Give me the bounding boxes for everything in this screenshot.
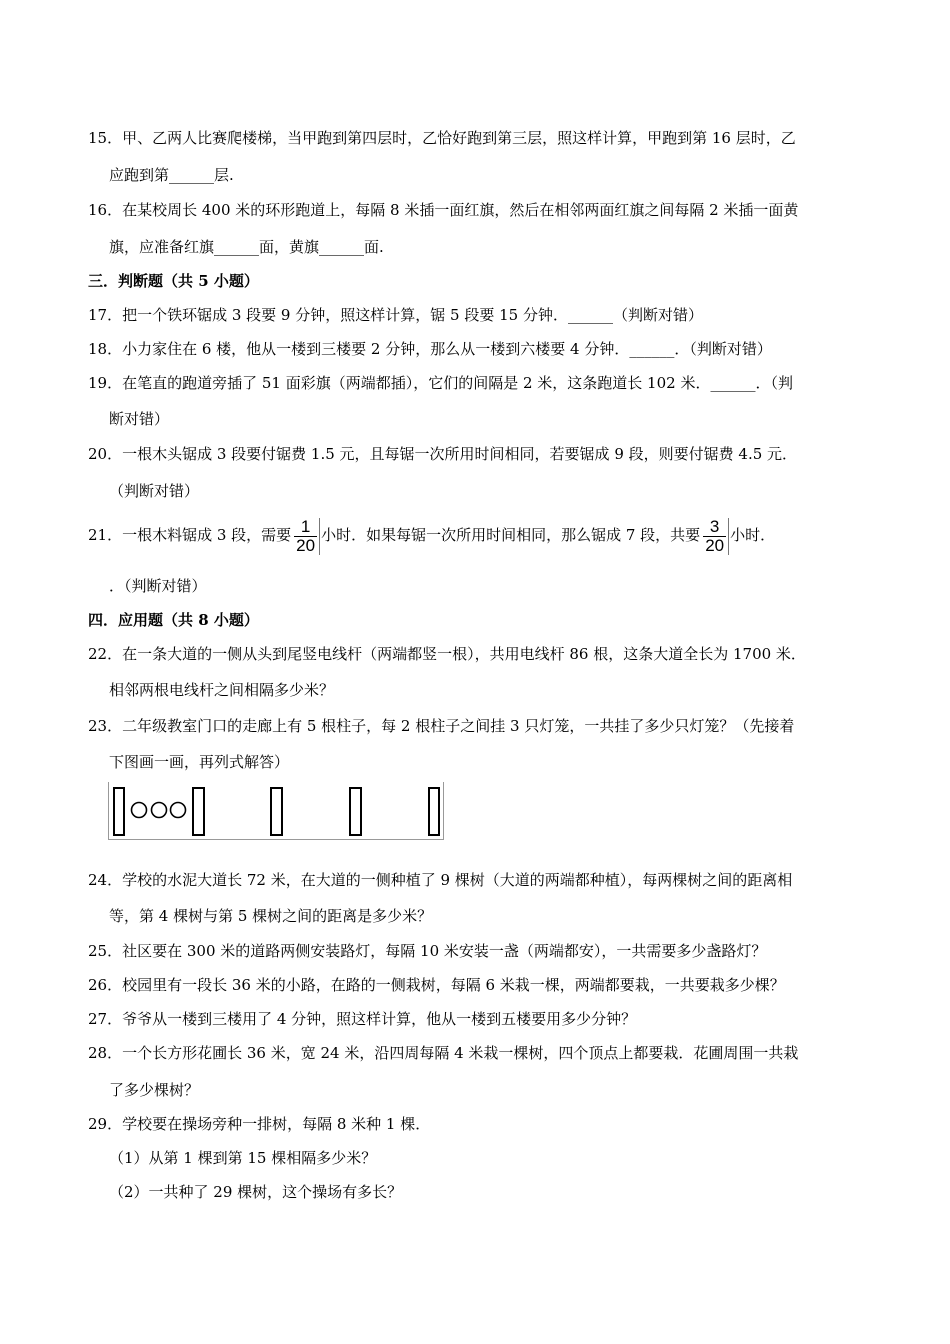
question-20-line2: （判断对错）: [109, 482, 200, 500]
question-21-text-c: 小时．: [730, 526, 776, 544]
question-21-line2: ．（判断对错）: [109, 577, 207, 595]
pillar-2: [193, 788, 204, 835]
question-18: 18．小力家住在 6 楼，他从一楼到三楼要 2 分钟，那么从一楼到六楼要 4 分钟．______．（判断对错）: [88, 340, 772, 358]
question-15-line1: 15．甲、乙两人比赛爬楼梯，当甲跑到第四层时，乙恰好跑到第三层，照这样计算，甲跑到第 16 层时，乙: [88, 129, 796, 147]
fraction-numerator: 3: [703, 518, 726, 537]
pillar-1: [114, 788, 124, 835]
fraction-denominator: 20: [705, 535, 725, 555]
question-26: 26．校园里有一段长 36 米的小路，在路的一侧栽树，每隔 6 米栽一棵，两端都要栽，一共要栽多少棵？: [88, 976, 785, 994]
fraction-denominator: 20: [296, 535, 316, 555]
lantern-1: [132, 803, 147, 818]
question-24-line1: 24．学校的水泥大道长 72 米，在大道的一侧种植了 9 棵树（大道的两端都种植），每两棵树之间的距离相: [88, 871, 793, 889]
lantern-3: [171, 803, 186, 818]
question-24-line2: 等，第 4 棵树与第 5 棵树之间的距离是多少米？: [109, 907, 433, 925]
question-17: 17．把一个铁环锯成 3 段要 9 分钟，照这样计算，锯 5 段要 15 分钟．______（判断对错）: [88, 306, 703, 324]
question-21-text-b: 小时．如果每锯一次所用时间相同，那么锯成 7 段，共要: [321, 526, 701, 544]
question-19-line1: 19．在笔直的跑道旁插了 51 面彩旗（两端都插），它们的间隔是 2 米，这条跑道长 102 米．______．（判: [88, 374, 793, 392]
question-15-line2: 应跑到第______层.: [109, 166, 234, 184]
question-27: 27．爷爷从一楼到三楼用了 4 分钟，照这样计算，他从一楼到五楼要用多少分钟？: [88, 1010, 637, 1028]
question-25: 25．社区要在 300 米的道路两侧安装路灯，每隔 10 米安装一盏（两端都安），一共需要多少盏路灯？: [88, 942, 767, 960]
question-21-line1: [88, 513, 775, 557]
section-heading-application: 四．应用题（共 8 小题）: [88, 611, 259, 629]
question-22-line2: 相邻两根电线杆之间相隔多少米？: [109, 681, 335, 699]
question-22-line1: 22．在一条大道的一侧从头到尾竖电线杆（两端都竖一根），共用电线杆 86 根，这条大道全长为 1700 米．: [88, 645, 806, 663]
fraction-numerator: 1: [294, 518, 317, 537]
lantern-2: [152, 803, 167, 818]
question-20-line1: 20．一根木头锯成 3 段要付锯费 1.5 元，且每锯一次所用时间相同，若要锯成 9 段，则要付锯费 4.5 元．: [88, 445, 798, 463]
question-28-line1: 28．一个长方形花圃长 36 米，宽 24 米，沿四周每隔 4 米栽一棵树，四个顶点上都要栽．花圃周围一共栽: [88, 1044, 799, 1062]
question-28-line2: 了多少棵树？: [109, 1081, 200, 1099]
fraction-one-twentieth: [292, 518, 320, 555]
section-heading-judgement: 三．判断题（共 5 小题）: [88, 272, 259, 290]
pillars-lanterns-figure: [108, 782, 444, 840]
question-29-sub2: （2）一共种了 29 棵树，这个操场有多长？: [109, 1183, 403, 1201]
question-29-line1: 29．学校要在操场旁种一排树，每隔 8 米种 1 棵．: [88, 1115, 431, 1133]
question-16-line1: 16．在某校周长 400 米的环形跑道上，每隔 8 米插一面红旗，然后在相邻两面红旗之间每隔 2 米插一面黄: [88, 201, 799, 219]
fraction-three-twentieths: [701, 518, 729, 555]
question-19-line2: 断对错）: [109, 410, 170, 428]
question-16-line2: 旗，应准备红旗______面，黄旗______面.: [109, 238, 384, 256]
question-23-line1: 23．二年级教室门口的走廊上有 5 根柱子，每 2 根柱子之间挂 3 只灯笼，一共挂了多少只灯笼？（先接着: [88, 717, 795, 735]
question-21-text-a: 21．一根木料锯成 3 段，需要: [88, 526, 292, 544]
pillar-3: [271, 788, 282, 835]
pillar-5: [429, 788, 439, 835]
question-29-sub1: （1）从第 1 棵到第 15 棵相隔多少米？: [109, 1149, 377, 1167]
pillar-4: [350, 788, 361, 835]
question-23-line2: 下图画一画，再列式解答）: [109, 753, 290, 771]
